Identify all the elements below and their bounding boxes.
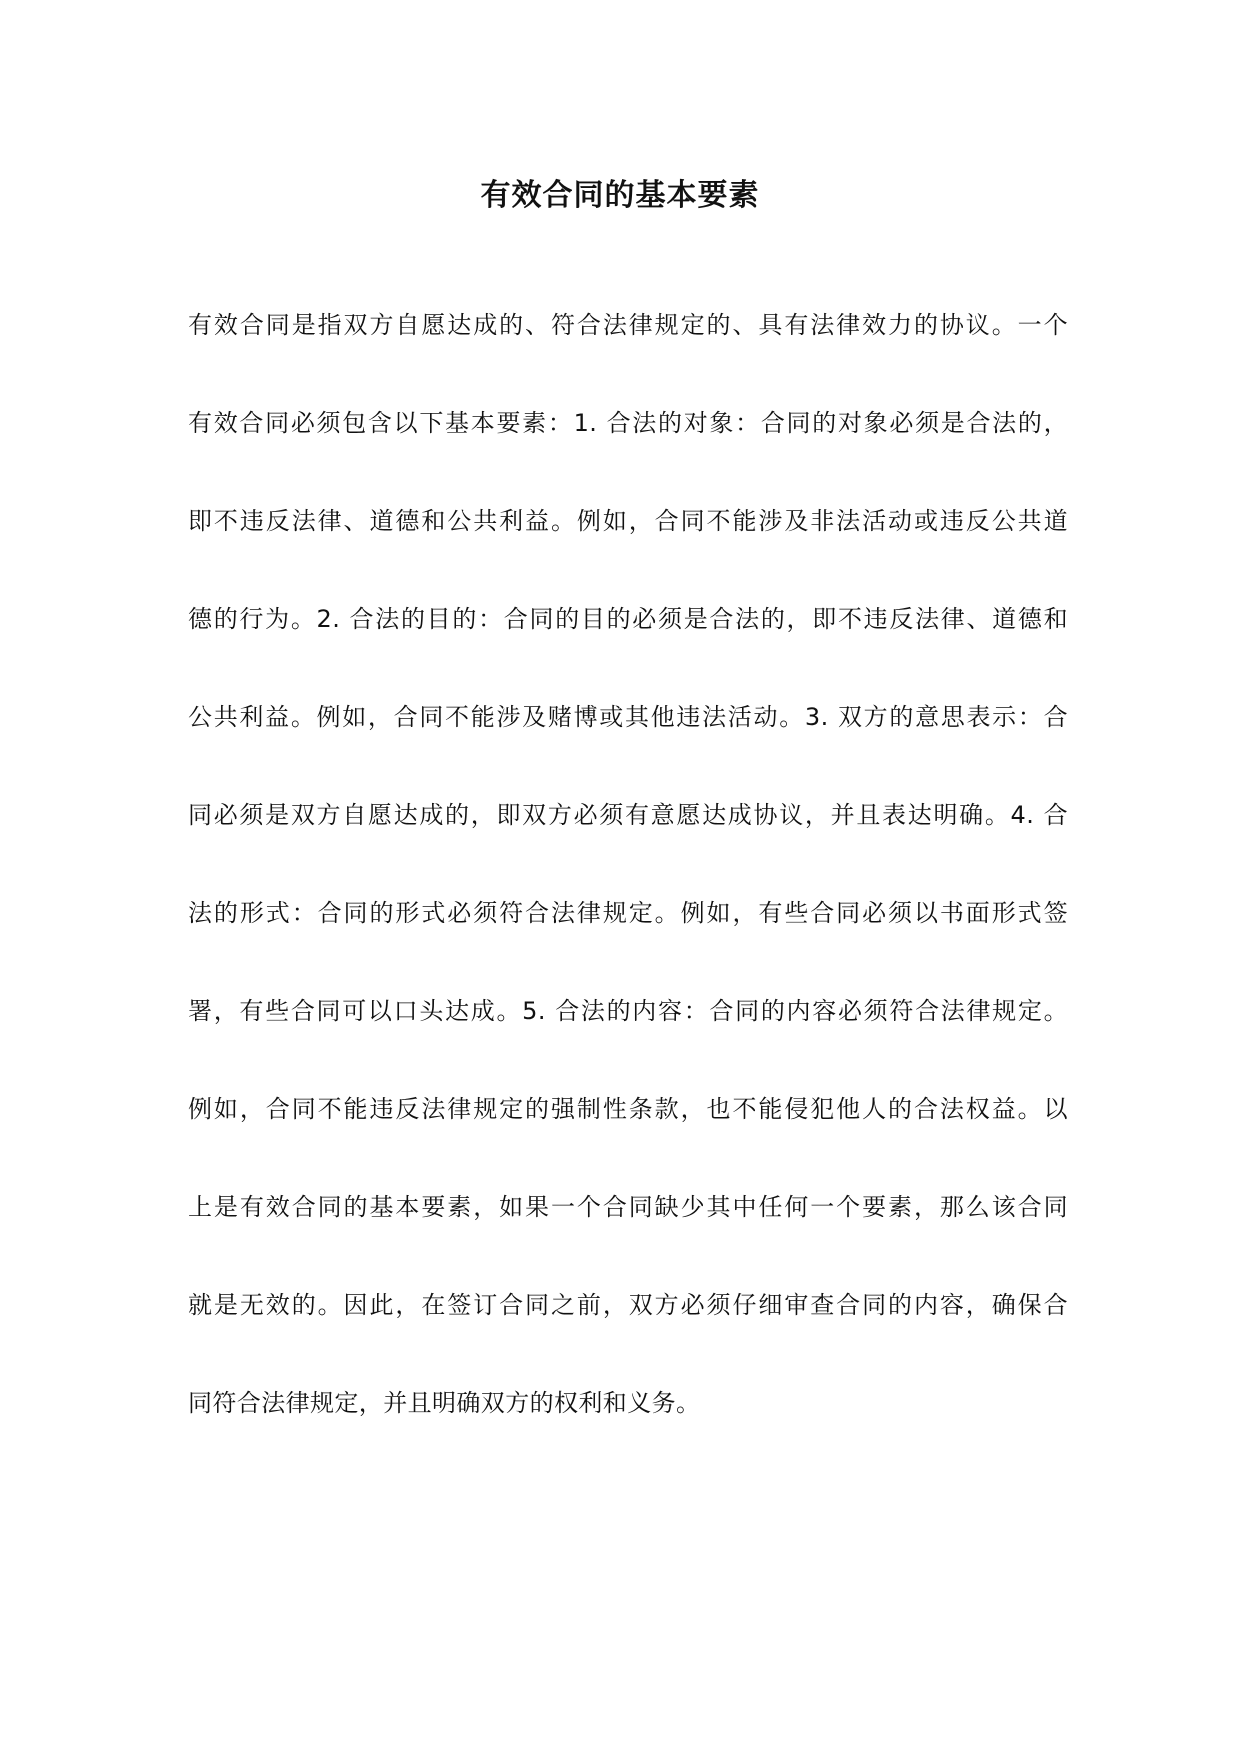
- body-line-6: 同必须是双方自愿达成的，即双方必须有意愿达成协议，并且表达明确。4. 合: [188, 801, 1068, 829]
- body-line-3: 即不违反法律、道德和公共利益。例如，合同不能涉及非法活动或违反公共道: [188, 507, 1068, 535]
- body-line-2: 有效合同必须包含以下基本要素：1. 合法的对象：合同的对象必须是合法的，: [188, 409, 1068, 437]
- body-line-5: 公共利益。例如，合同不能涉及赌博或其他违法活动。3. 双方的意思表示：合: [188, 703, 1068, 731]
- body-line-4: 德的行为。2. 合法的目的：合同的目的必须是合法的，即不违反法律、道德和: [188, 605, 1068, 633]
- body-line-7: 法的形式：合同的形式必须符合法律规定。例如，有些合同必须以书面形式签: [188, 899, 1068, 927]
- body-line-8: 署，有些合同可以口头达成。5. 合法的内容：合同的内容必须符合法律规定。: [188, 997, 1068, 1025]
- document-title: 有效合同的基本要素: [480, 178, 760, 213]
- document-body: [188, 309, 1068, 1485]
- body-line-1: 有效合同是指双方自愿达成的、符合法律规定的、具有法律效力的协议。一个: [188, 311, 1068, 339]
- body-line-9: 例如，合同不能违反法律规定的强制性条款，也不能侵犯他人的合法权益。以: [188, 1095, 1068, 1123]
- body-line-10: 上是有效合同的基本要素，如果一个合同缺少其中任何一个要素，那么该合同: [188, 1193, 1068, 1221]
- body-line-11: 就是无效的。因此，在签订合同之前，双方必须仔细审查合同的内容，确保合: [188, 1291, 1068, 1319]
- body-line-12: 同符合法律规定，并且明确双方的权利和义务。: [188, 1389, 701, 1417]
